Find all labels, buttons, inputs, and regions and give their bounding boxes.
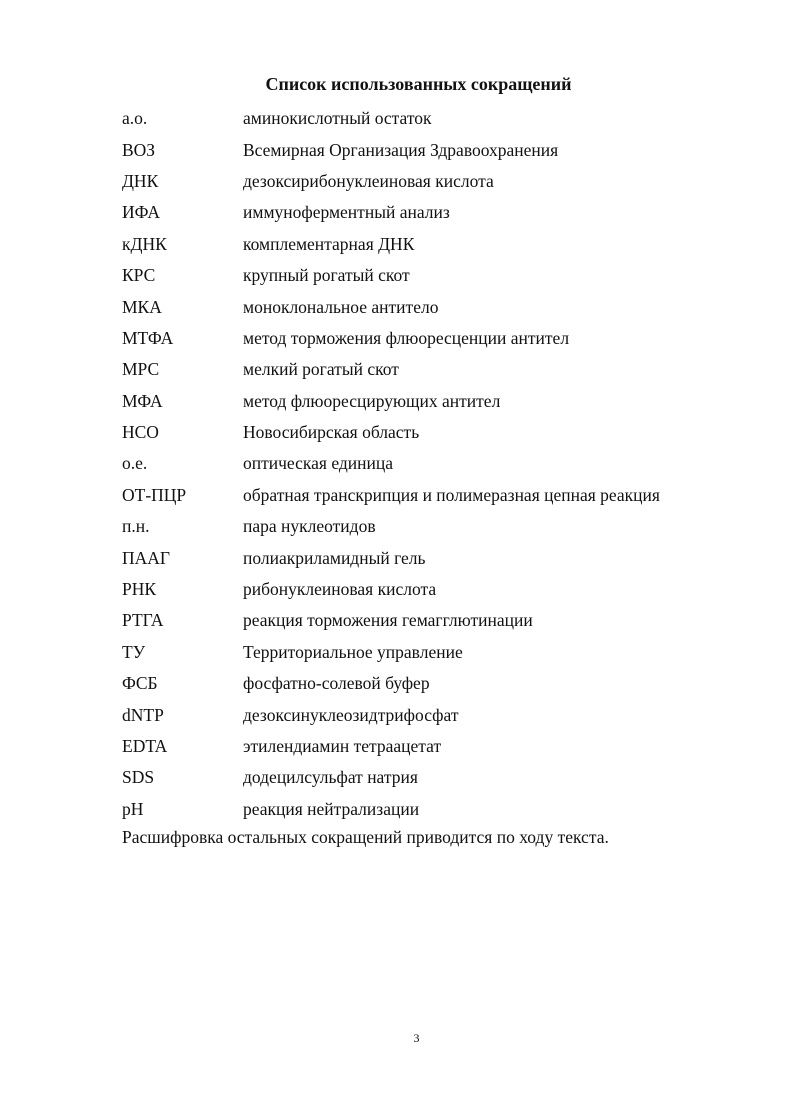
abbreviation-row [122,417,762,448]
abbreviation-term: EDTA [122,736,168,756]
abbreviation-definition: фосфатно-солевой буфер [243,673,430,694]
abbreviation-row [122,731,762,762]
abbreviation-definition: крупный рогатый скот [243,265,410,286]
abbreviation-definition: мелкий рогатый скот [243,359,399,380]
abbreviation-term: МРС [122,359,160,380]
abbreviation-term: РТГА [122,610,164,631]
abbreviation-term: ФСБ [122,673,158,694]
abbreviation-term: о.е. [122,453,148,474]
abbreviation-term: МТФА [122,327,174,348]
abbreviation-row [122,260,762,291]
abbreviation-row [122,291,762,322]
abbreviation-definition: обратная транскрипция и полимеразная цепная реакция [243,484,660,505]
abbreviation-definition: Территориальное управление [243,641,463,662]
abbreviation-row [122,323,762,354]
abbreviation-definition: аминокислотный остаток [243,108,432,129]
abbreviation-term: dNTP [122,704,164,725]
abbreviation-term: КРС [122,265,156,286]
abbreviation-row [122,354,762,385]
abbreviation-term: РНК [122,579,157,600]
abbreviation-row [122,448,762,479]
abbreviation-term: ТУ [122,641,146,662]
abbreviation-definition: рибонуклеиновая кислота [243,579,437,600]
page-title: Список использованных сокращений [265,74,572,94]
abbreviation-term: кДНК [122,233,167,254]
abbreviation-definition: моноклональное антитело [243,296,439,317]
abbreviation-definition: пара нуклеотидов [243,516,376,537]
abbreviation-term: pH [122,798,144,819]
abbreviation-definition: реакция торможения гемагглютинации [243,610,533,631]
abbreviation-term: НСО [122,422,159,443]
abbreviation-definition: реакция нейтрализации [243,798,420,819]
abbreviation-definition: оптическая единица [243,453,393,474]
abbreviation-definition: метод флюоресцирующих антител [243,390,501,411]
abbreviation-term: ВОЗ [122,139,156,160]
abbreviation-row [122,794,762,825]
abbreviation-term: п.н. [122,516,150,537]
abbreviation-term: ПААГ [122,547,171,568]
abbreviation-row [122,134,762,165]
abbreviation-definition: дезоксинуклеозидтрифосфат [243,704,459,725]
abbreviation-definition: Новосибирская область [243,422,420,443]
abbreviation-row [122,699,762,730]
abbreviation-row [122,103,762,134]
abbreviation-term: а.о. [122,108,148,129]
footer-note: Расшифровка остальных сокращений приводится по ходу текста. [122,827,609,847]
abbreviation-row [122,574,762,605]
abbreviation-term: SDS [122,767,155,788]
abbreviation-row [122,637,762,668]
abbreviation-term: ДНК [122,170,159,191]
abbreviation-definition: комплементарная ДНК [243,233,415,254]
page-number: 3 [413,1031,420,1045]
abbreviation-row [122,386,762,417]
abbreviation-row [122,542,762,573]
abbreviation-definition: додецилсульфат натрия [243,767,418,788]
abbreviation-definition: этилендиамин тетраацетат [243,736,442,756]
abbreviation-term: МКА [122,296,162,317]
abbreviation-row [122,229,762,260]
abbreviation-term: МФА [122,390,163,411]
abbreviation-row [122,605,762,636]
abbreviation-term: ОТ-ПЦР [122,484,187,505]
abbreviation-row [122,511,762,542]
abbreviation-term: ИФА [122,202,160,223]
abbreviation-row [122,166,762,197]
abbreviation-definition: метод торможения флюоресценции антител [243,327,570,348]
abbreviation-list [122,103,762,825]
abbreviation-row [122,762,762,793]
abbreviation-row [122,668,762,699]
abbreviation-row [122,197,762,228]
abbreviation-row [122,480,762,511]
abbreviation-definition: Всемирная Организация Здравоохранения [243,139,559,160]
abbreviation-definition: дезоксирибонуклеиновая кислота [243,170,494,191]
abbreviation-definition: иммуноферментный анализ [243,202,450,223]
abbreviation-definition: полиакриламидный гель [243,547,426,568]
